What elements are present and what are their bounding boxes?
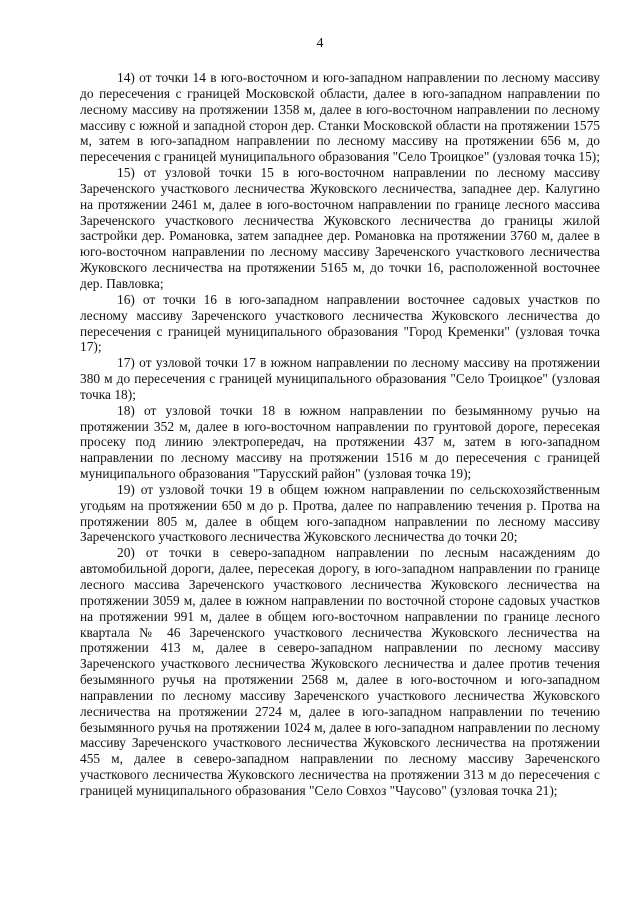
paragraph-20: 20) от точки в северо-западном направлении по лесным насаждениям до автомобильной дороги, далее, пересекая дорогу, в юго-западном направлении по границе лесного массива Зареченского участкового лесничества Жуковского лесничества на протяжении 3059 м, далее в южном направлении по восточной стороне садовых участков на протяжении 991 м, далее в общем юго-восточном направлении по границе лесного квартала № 46 Зареченского участкового лесничества Жуковского лесничества на протяжении 413 м, далее в северо-западном направлении по лесному массиву Зареченского участкового лесничества Жуковского лесничества и далее против течения безымянного ручья на протяжении 2568 м, далее в юго-восточном и юго-западном направлении по лесному массиву Зареченского участкового лесничества Жуковского лесничества на протяжении 2724 м, далее в юго-западном направлении по течению безымянного ручья на протяжении 1024 м, далее в юго-западном направлении по лесному массиву Зареченского участкового лесничества Жуковского лесничества на протяжении 455 м, далее в северо-западном направлении по лесному массиву Зареченского участкового лесничества Жуковского лесничества на протяжении 313 м до пересечения с границей муниципального образования "Село Совхоз "Чаусово" (узловая точка 21); [80,545,600,798]
paragraph-17: 17) от узловой точки 17 в южном направлении по лесному массиву на протяжении 380 м до пересечения с границей муниципального образования "Село Троицкое" (узловая точка 18); [80,355,600,402]
page-number: 4 [316,36,324,51]
document-body [80,70,600,799]
paragraph-19: 19) от узловой точки 19 в общем южном направлении по сельскохозяйственным угодьям на протяжении 650 м до р. Протва, далее по направлению течения р. Протва на протяжении 805 м, далее в общем юго-западном направлении по лесному массиву Зареченского участкового лесничества Жуковского лесничества до точки 20; [80,481,600,545]
paragraph-15: 15) от узловой точки 15 в юго-восточном направлении по лесному массиву Зареченского участкового лесничества Жуковского лесничества, западнее дер. Калугино на протяжении 2461 м, далее в юго-восточном направлении по границе лесного массива Зареченского участкового лесничества Жуковского лесничества до границы жилой застройки дер. Романовка, затем западнее дер. Романовка на протяжении 3760 м, далее в юго-восточном направлении по лесному массиву Зареченского участкового лесничества Жуковского лесничества на протяжении 5165 м, до точки 16, расположенной восточнее дер. Павловка; [80,165,600,291]
paragraph-16: 16) от точки 16 в юго-западном направлении восточнее садовых участков по лесному массиву Зареченского участкового лесничества Жуковского лесничества до пересечения с границей муниципального образования "Город Кременки" (узловая точка 17); [80,291,600,355]
paragraph-14: 14) от точки 14 в юго-восточном и юго-западном направлении по лесному массиву до пересечения с границей Московской области, далее в юго-западном направлении по лесному массиву на протяжении 1358 м, далее в юго-восточном направлении по лесному массиву с южной и западной сторон дер. Станки Московской области на протяжении 1575 м, затем в юго-западном направлении по лесному массиву на протяжении 656 м, до пересечения с границей муниципального образования "Село Троицкое" (узловая точка 15); [80,70,600,165]
paragraph-18: 18) от узловой точки 18 в южном направлении по безымянному ручью на протяжении 352 м, далее в юго-восточном направлении по грунтовой дороге, пересекая просеку под линию электропередач, на протяжении 437 м, затем в юго-западном направлении по лесному массиву на протяжении 1516 м до пересечения с границей муниципального образования "Тарусский район" (узловая точка 19); [80,402,600,482]
